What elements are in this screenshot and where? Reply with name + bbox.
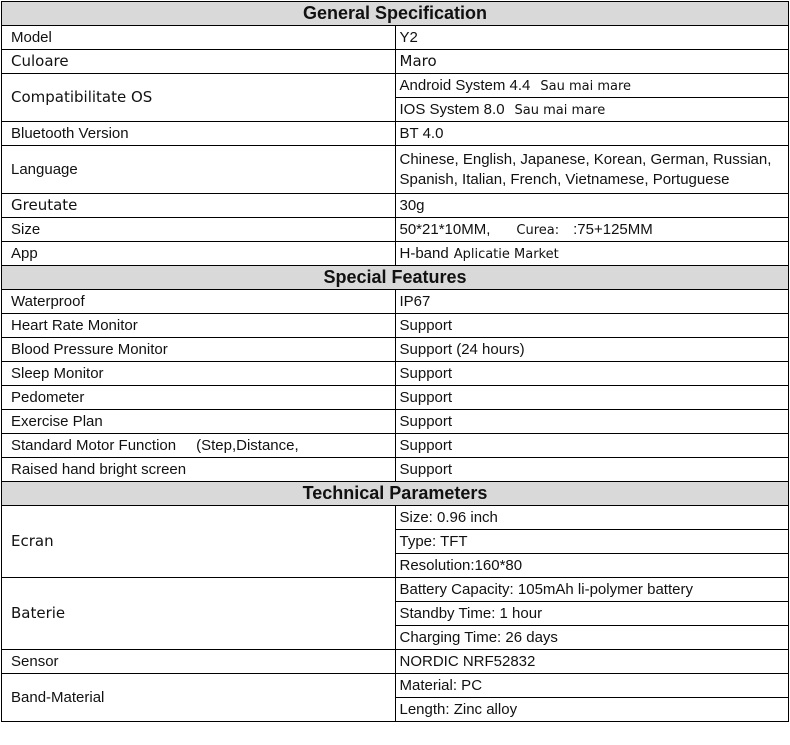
feature-label: Heart Rate Monitor — [2, 314, 396, 338]
spec-row-language — [2, 146, 789, 194]
spec-label: Language — [2, 146, 396, 194]
spec-value: BT 4.0 — [395, 122, 789, 146]
spec-row-size — [2, 218, 789, 242]
spec-value: 30g — [395, 194, 789, 218]
section-title: Special Features — [2, 266, 789, 290]
spec-label: Compatibilitate OS — [2, 74, 396, 122]
spec-label: Model — [2, 26, 396, 50]
tech-row-sensor — [2, 650, 789, 674]
tech-value: NORDIC NRF52832 — [395, 650, 789, 674]
feature-value: Support — [395, 362, 789, 386]
spec-label: Bluetooth Version — [2, 122, 396, 146]
os-android: Android System 4.4 — [399, 76, 531, 94]
strap-label: Curea: — [516, 222, 560, 238]
feature-row — [2, 290, 789, 314]
tech-value: Resolution:160*80 — [395, 554, 789, 578]
feature-label-extra: (Step,Distance, — [196, 437, 299, 454]
tech-label: Band-Material — [2, 674, 396, 722]
tech-row-battery-capacity — [2, 578, 789, 602]
feature-value: Support — [395, 314, 789, 338]
feature-row — [2, 458, 789, 482]
spec-value — [395, 242, 789, 266]
spec-row-bluetooth — [2, 122, 789, 146]
spec-label: Greutate — [2, 194, 396, 218]
tech-value: Battery Capacity: 105mAh li-polymer battery — [395, 578, 789, 602]
feature-value: Support (24 hours) — [395, 338, 789, 362]
spec-row-os-android — [2, 74, 789, 98]
os-android-note: Sau mai mare — [540, 78, 632, 94]
spec-value — [395, 98, 789, 122]
feature-row — [2, 314, 789, 338]
feature-value: IP67 — [395, 290, 789, 314]
spec-value — [395, 74, 789, 98]
tech-value: Length: Zinc alloy — [395, 698, 789, 722]
section-header-general — [2, 2, 789, 26]
feature-label-main: Standard Motor Function — [11, 437, 177, 454]
section-header-features — [2, 266, 789, 290]
size-value: 50*21*10MM, — [399, 220, 491, 238]
spec-row-app — [2, 242, 789, 266]
tech-label: Sensor — [2, 650, 396, 674]
feature-row — [2, 362, 789, 386]
os-ios-note: Sau mai mare — [514, 102, 606, 118]
feature-label: Pedometer — [2, 386, 396, 410]
tech-value: Size: 0.96 inch — [395, 506, 789, 530]
spec-value: Chinese, English, Japanese, Korean, German, Russian, Spanish, Italian, French, Vietnamese, Portuguese — [395, 146, 789, 194]
specification-table — [1, 1, 789, 722]
feature-label: Sleep Monitor — [2, 362, 396, 386]
tech-row-band-material — [2, 674, 789, 698]
app-note: Aplicatie Market — [453, 246, 559, 262]
feature-label: Raised hand bright screen — [2, 458, 396, 482]
feature-value: Support — [395, 458, 789, 482]
section-header-technical — [2, 482, 789, 506]
tech-value: Standby Time: 1 hour — [395, 602, 789, 626]
feature-row — [2, 338, 789, 362]
strap-value: :75+125MM — [573, 220, 653, 238]
tech-value: Charging Time: 26 days — [395, 626, 789, 650]
spec-value: Maro — [395, 50, 789, 74]
tech-value: Material: PC — [395, 674, 789, 698]
spec-value: Y2 — [395, 26, 789, 50]
spec-label: App — [2, 242, 396, 266]
feature-row — [2, 386, 789, 410]
feature-value: Support — [395, 434, 789, 458]
spec-row-weight — [2, 194, 789, 218]
feature-label — [2, 434, 396, 458]
section-title: General Specification — [2, 2, 789, 26]
spec-value — [395, 218, 789, 242]
section-title: Technical Parameters — [2, 482, 789, 506]
spec-row-color — [2, 50, 789, 74]
feature-row — [2, 410, 789, 434]
feature-label: Blood Pressure Monitor — [2, 338, 396, 362]
tech-label: Ecran — [2, 506, 396, 578]
feature-value: Support — [395, 410, 789, 434]
os-ios: IOS System 8.0 — [399, 100, 505, 118]
feature-label: Waterproof — [2, 290, 396, 314]
tech-value: Type: TFT — [395, 530, 789, 554]
tech-row-screen-size — [2, 506, 789, 530]
spec-label: Size — [2, 218, 396, 242]
feature-label: Exercise Plan — [2, 410, 396, 434]
tech-label: Baterie — [2, 578, 396, 650]
spec-label: Culoare — [2, 50, 396, 74]
app-value: H-band — [399, 244, 449, 262]
spec-row-model — [2, 26, 789, 50]
feature-value: Support — [395, 386, 789, 410]
feature-row — [2, 434, 789, 458]
